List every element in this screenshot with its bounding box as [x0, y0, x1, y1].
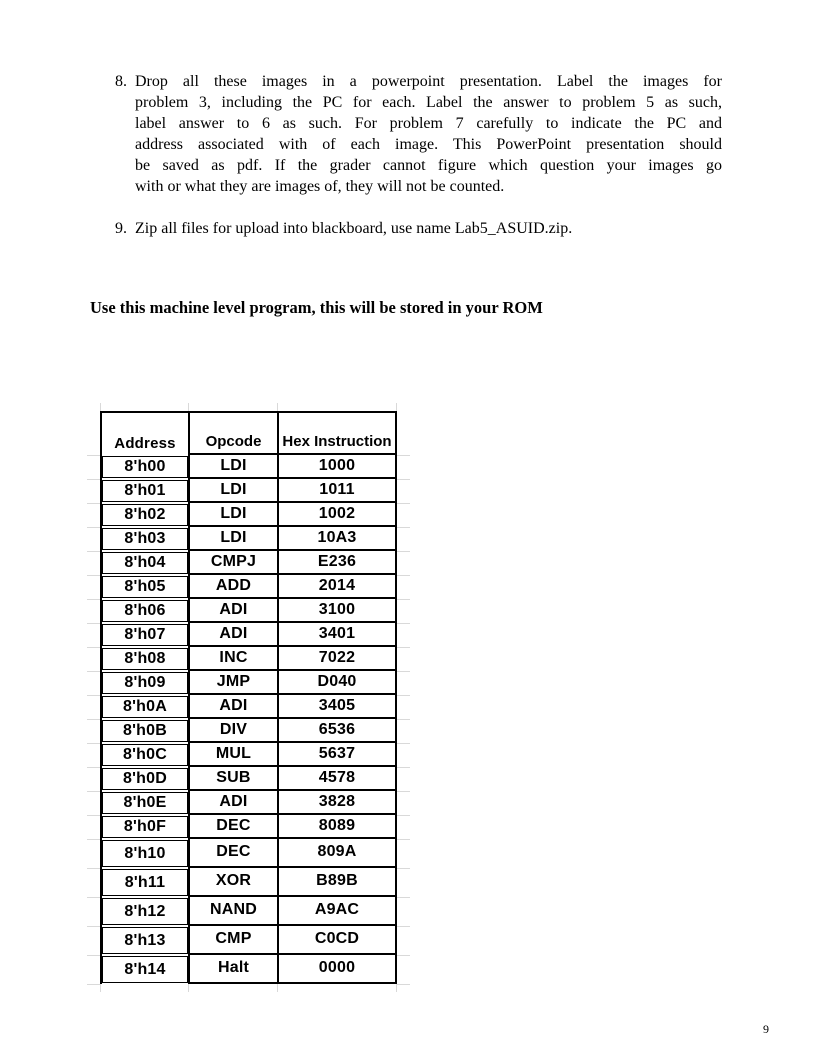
excel-gridline-tick — [87, 671, 100, 672]
opcode-cell: Halt — [190, 955, 277, 984]
address-cell — [102, 647, 188, 671]
excel-gridline-tick — [87, 719, 100, 720]
opcode-cell: XOR — [190, 868, 277, 897]
excel-gridline-tick — [87, 897, 100, 898]
hex-cell: 6536 — [279, 719, 395, 743]
column-header-hex-instruction: Hex Instruction — [279, 413, 395, 455]
excel-gridline-tick — [277, 403, 278, 411]
address-cell-box: 8'h03 — [102, 528, 188, 550]
excel-gridline-tick — [87, 551, 100, 552]
excel-gridline-tick — [396, 984, 397, 992]
address-cell — [102, 503, 188, 527]
page-number: 9 — [763, 1022, 769, 1036]
excel-gridline-tick — [397, 791, 410, 792]
address-cell-box: 8'h00 — [102, 456, 188, 478]
hex-cell: 3401 — [279, 623, 395, 647]
excel-gridline-tick — [87, 527, 100, 528]
excel-gridline-tick — [397, 551, 410, 552]
hex-instruction-column — [277, 411, 397, 984]
opcode-cell: DIV — [190, 719, 277, 743]
excel-gridline-tick — [87, 503, 100, 504]
excel-gridline-tick — [87, 575, 100, 576]
excel-gridline-tick — [87, 767, 100, 768]
list-item-9 — [115, 218, 722, 239]
excel-gridline-tick — [87, 647, 100, 648]
excel-gridline-tick — [397, 815, 410, 816]
hex-cell: 809A — [279, 839, 395, 868]
excel-gridline-tick — [87, 695, 100, 696]
opcode-cell: ADD — [190, 575, 277, 599]
excel-gridline-tick — [277, 984, 278, 992]
address-cell — [102, 599, 188, 623]
excel-gridline-tick — [87, 599, 100, 600]
address-cell — [102, 767, 188, 791]
list-item-number: 9. — [115, 220, 127, 237]
address-cell — [102, 695, 188, 719]
hex-cell: E236 — [279, 551, 395, 575]
address-cell-box: 8'h0D — [102, 768, 188, 790]
opcode-cell: CMP — [190, 926, 277, 955]
address-cell — [102, 527, 188, 551]
excel-gridline-tick — [100, 403, 101, 411]
address-cell-box: 8'h09 — [102, 672, 188, 694]
opcode-cell: JMP — [190, 671, 277, 695]
hex-cell: B89B — [279, 868, 395, 897]
hex-cell: 10A3 — [279, 527, 395, 551]
address-cell — [102, 868, 188, 897]
hex-cell: 1011 — [279, 479, 395, 503]
opcode-cell: LDI — [190, 455, 277, 479]
address-cell — [102, 479, 188, 503]
excel-gridline-tick — [397, 503, 410, 504]
excel-gridline-tick — [87, 623, 100, 624]
address-cell — [102, 455, 188, 479]
excel-gridline-tick — [87, 815, 100, 816]
list-item-text — [135, 71, 722, 197]
excel-gridline-tick — [397, 955, 410, 956]
excel-gridline-tick — [100, 984, 101, 992]
opcode-column — [188, 411, 277, 984]
excel-gridline-tick — [87, 868, 100, 869]
address-cell — [102, 551, 188, 575]
excel-gridline-tick — [87, 743, 100, 744]
address-cell-box: 8'h0E — [102, 792, 188, 814]
excel-gridline-tick — [396, 403, 397, 411]
rom-program-heading: Use this machine level program, this will be stored in your ROM — [90, 298, 543, 317]
hex-cell: 4578 — [279, 767, 395, 791]
excel-gridline-tick — [397, 897, 410, 898]
address-cell-box: 8'h13 — [102, 927, 188, 954]
opcode-cell: LDI — [190, 527, 277, 551]
rom-table — [100, 411, 397, 984]
address-cell-box: 8'h04 — [102, 552, 188, 574]
address-cell — [102, 815, 188, 839]
excel-gridline-tick — [87, 791, 100, 792]
address-cell-box: 8'h06 — [102, 600, 188, 622]
excel-gridline-tick — [397, 599, 410, 600]
paragraph-line: be saved as pdf. If the grader cannot figure which question your images go — [135, 157, 722, 174]
hex-cell: 2014 — [279, 575, 395, 599]
opcode-cell: LDI — [190, 479, 277, 503]
excel-gridline-tick — [188, 403, 189, 411]
opcode-cell: CMPJ — [190, 551, 277, 575]
hex-cell: 0000 — [279, 955, 395, 984]
excel-gridline-tick — [397, 575, 410, 576]
excel-gridline-tick — [87, 455, 100, 456]
opcode-cell: NAND — [190, 897, 277, 926]
excel-gridline-tick — [397, 743, 410, 744]
excel-gridline-tick — [397, 984, 410, 985]
opcode-cell: ADI — [190, 791, 277, 815]
hex-cell: C0CD — [279, 926, 395, 955]
opcode-cell: MUL — [190, 743, 277, 767]
column-header-opcode: Opcode — [190, 413, 277, 455]
paragraph-line: with or what they are images of, they will not be counted. — [135, 178, 505, 195]
address-cell-box: 8'h14 — [102, 956, 188, 983]
opcode-cell: ADI — [190, 695, 277, 719]
hex-cell: 8089 — [279, 815, 395, 839]
address-cell-box: 8'h0F — [102, 816, 188, 838]
hex-cell: 3828 — [279, 791, 395, 815]
column-header-address-box: Address — [114, 435, 176, 452]
address-cell — [102, 897, 188, 926]
opcode-cell: ADI — [190, 599, 277, 623]
address-cell — [102, 955, 188, 984]
excel-gridline-tick — [397, 647, 410, 648]
address-cell-box: 8'h0C — [102, 744, 188, 766]
excel-gridline-tick — [397, 767, 410, 768]
excel-gridline-tick — [397, 868, 410, 869]
address-cell-box: 8'h02 — [102, 504, 188, 526]
excel-gridline-tick — [397, 455, 410, 456]
excel-gridline-tick — [397, 623, 410, 624]
hex-cell: 1002 — [279, 503, 395, 527]
hex-cell: D040 — [279, 671, 395, 695]
opcode-cell: LDI — [190, 503, 277, 527]
address-cell — [102, 926, 188, 955]
address-cell — [102, 743, 188, 767]
hex-cell: 3100 — [279, 599, 395, 623]
excel-gridline-tick — [397, 926, 410, 927]
excel-gridline-tick — [397, 839, 410, 840]
address-cell — [102, 719, 188, 743]
list-item-number: 8. — [115, 73, 127, 90]
column-header-address — [102, 413, 188, 455]
excel-gridline-tick — [87, 479, 100, 480]
excel-gridline-tick — [397, 671, 410, 672]
opcode-cell: DEC — [190, 815, 277, 839]
paragraph-line: label answer to 6 as such. For problem 7 carefully to indicate the PC and — [135, 115, 722, 132]
excel-gridline-tick — [87, 926, 100, 927]
address-cell — [102, 839, 188, 868]
address-cell-box: 8'h01 — [102, 480, 188, 502]
hex-cell: A9AC — [279, 897, 395, 926]
address-cell — [102, 575, 188, 599]
address-cell-box: 8'h0B — [102, 720, 188, 742]
address-cell-box: 8'h10 — [102, 840, 188, 867]
paragraph-line: Zip all files for upload into blackboard, use name Lab5_ASUID.zip. — [135, 220, 573, 237]
address-cell — [102, 791, 188, 815]
excel-gridline-tick — [87, 955, 100, 956]
excel-gridline-tick — [87, 839, 100, 840]
list-item-8 — [115, 71, 722, 197]
opcode-cell: SUB — [190, 767, 277, 791]
opcode-cell: DEC — [190, 839, 277, 868]
excel-gridline-tick — [397, 479, 410, 480]
address-cell-box: 8'h08 — [102, 648, 188, 670]
address-column — [100, 411, 188, 984]
address-cell-box: 8'h11 — [102, 869, 188, 896]
address-cell-box: 8'h0A — [102, 696, 188, 718]
address-cell — [102, 671, 188, 695]
excel-gridline-tick — [397, 527, 410, 528]
paragraph-line: problem 3, including the PC for each. Label the answer to problem 5 as such, — [135, 94, 722, 111]
paragraph-line: address associated with of each image. This PowerPoint presentation should — [135, 136, 722, 153]
opcode-cell: ADI — [190, 623, 277, 647]
excel-gridline-tick — [397, 695, 410, 696]
list-item-text — [135, 218, 722, 239]
hex-cell: 3405 — [279, 695, 395, 719]
hex-cell: 1000 — [279, 455, 395, 479]
excel-gridline-tick — [87, 984, 100, 985]
opcode-cell: INC — [190, 647, 277, 671]
address-cell-box: 8'h07 — [102, 624, 188, 646]
address-cell — [102, 623, 188, 647]
excel-gridline-tick — [188, 984, 189, 992]
paragraph-line: Drop all these images in a powerpoint presentation. Label the images for — [135, 73, 722, 90]
hex-cell: 5637 — [279, 743, 395, 767]
address-cell-box: 8'h05 — [102, 576, 188, 598]
excel-gridline-tick — [397, 719, 410, 720]
address-cell-box: 8'h12 — [102, 898, 188, 925]
hex-cell: 7022 — [279, 647, 395, 671]
